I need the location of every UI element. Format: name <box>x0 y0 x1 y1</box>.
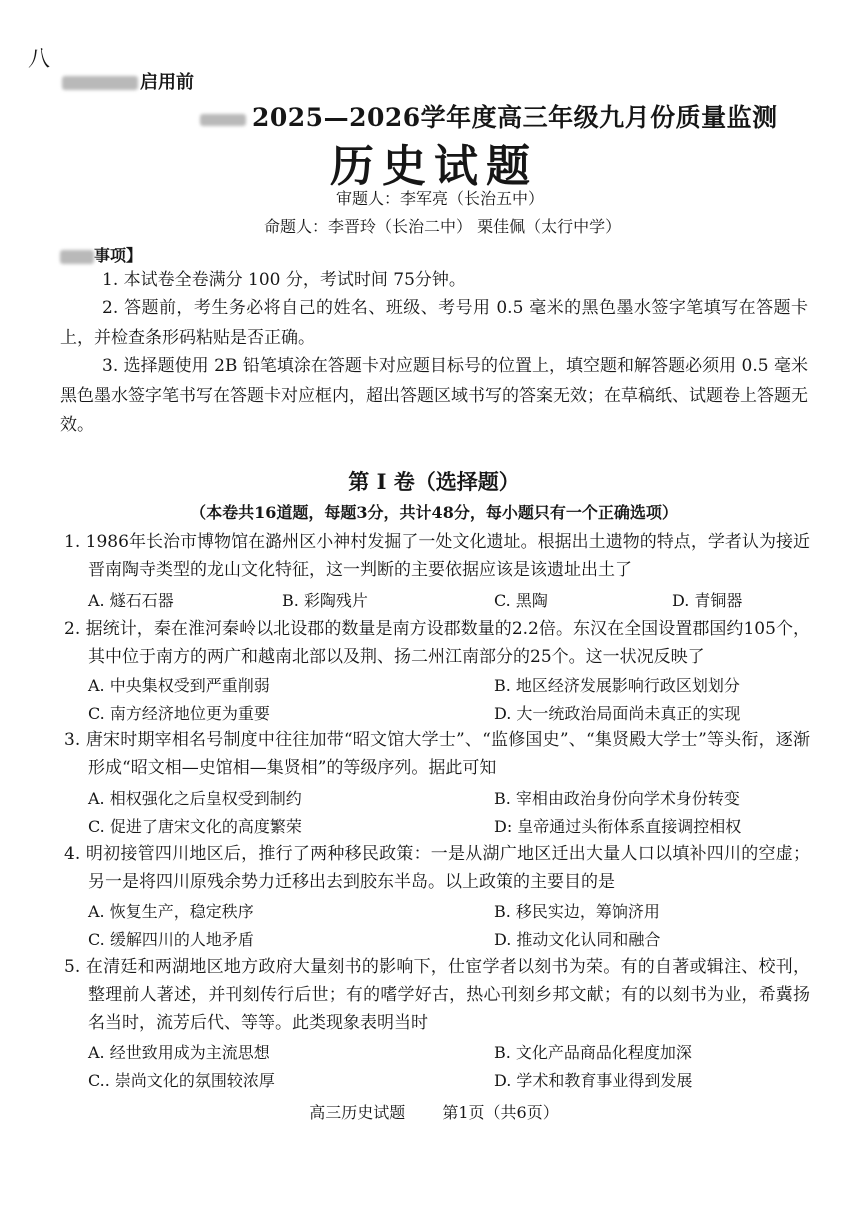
redacted-block <box>200 114 246 126</box>
option: D: 皇帝通过头衔体系直接调控相权 <box>494 817 742 836</box>
question-stem: 5. 在清廷和两湖地区地方政府大量刻书的影响下，仕宦学者以刻书为荣。有的自著或辑注、校刊，整理前人著述，并刊刻传行后世；有的嗜学好古，热心刊刻乡邦文献；有的以刻书为业，希冀扬名当时，流芳后代、等等。此类现象表明当时 <box>64 957 810 1033</box>
exam-title <box>200 98 778 134</box>
notes-heading <box>60 243 142 266</box>
option: C. 缓解四川的人地矛盾 <box>88 930 254 949</box>
option: C. 南方经济地位更为重要 <box>88 704 270 723</box>
question-stem: 4. 明初接管四川地区后，推行了两种移民政策：一是从湖广地区迁出大量人口以填补四川的空虚；另一是将四川原残余势力迁移出去到胶东半岛。以上政策的主要目的是 <box>64 844 810 892</box>
setters: 命题人：李晋玲（长治二中） 栗佳佩（太行中学） <box>264 217 622 236</box>
option: D. 学术和教育事业得到发展 <box>494 1071 693 1090</box>
option: C.. 崇尚文化的氛围较浓厚 <box>88 1071 275 1090</box>
subject-title: 历史试题 <box>330 141 538 192</box>
option: D. 推动文化认同和融合 <box>494 930 661 949</box>
page-footer <box>0 1100 868 1123</box>
option: B. 彩陶残片 <box>282 591 368 610</box>
notes-heading-text: 事项】 <box>94 246 143 265</box>
corner-mark: 八 <box>28 47 51 72</box>
note-item: 2. 答题前，考生务必将自己的姓名、班级、考号用 0.5 毫米的黑色墨水签字笔填写在答题卡上，并检查条形码粘贴是否正确。 <box>60 298 808 348</box>
secret-mark <box>62 68 194 94</box>
secret-mark-text: 启用前 <box>140 72 194 93</box>
option: A. 相权强化之后皇权受到制约 <box>88 789 302 808</box>
option: B. 文化产品商品化程度加深 <box>494 1043 692 1062</box>
redacted-block <box>62 76 138 90</box>
option: B. 宰相由政治身份向学术身份转变 <box>494 789 740 808</box>
option: A. 恢复生产，稳定秩序 <box>88 902 254 921</box>
option: C. 黑陶 <box>494 591 548 610</box>
reviewer: 审题人：李军亮（长治五中） <box>336 189 545 208</box>
exam-title-text: 2025—2026学年度高三年级九月份质量监测 <box>252 103 778 132</box>
section-title: 第 Ⅰ 卷（选择题） <box>348 469 520 494</box>
option: B. 地区经济发展影响行政区划划分 <box>494 676 740 695</box>
option: D. 大一统政治局面尚未真正的实现 <box>494 704 741 723</box>
page-number: 第1页（共6页） <box>442 1103 559 1122</box>
option: B. 移民实边，筹饷济用 <box>494 902 660 921</box>
note-item: 3. 选择题使用 2B 铅笔填涂在答题卡对应题目标号的位置上，填空题和解答题必须用 0.5 毫米黑色墨水签字笔书写在答题卡对应框内，超出答题区域书写的答案无效；在草稿纸、试题卷上答题无效。 <box>60 356 808 435</box>
option: A. 燧石石器 <box>88 591 174 610</box>
question-stem: 2. 据统计，秦在淮河秦岭以北设郡的数量是南方设郡数量的2.2倍。东汉在全国设置郡国约105个，其中位于南方的两广和越南北部以及荆、扬二州江南部分的25个。这一状况反映了 <box>64 619 810 667</box>
footer-subject: 高三历史试题 <box>309 1103 406 1122</box>
question-stem: 3. 唐宋时期宰相名号制度中往往加带“昭文馆大学士”、“监修国史”、“集贤殿大学士”等头衔，逐渐形成“昭文相—史馆相—集贤相”的等级序列。据此可知 <box>64 730 810 778</box>
question-stem: 1. 1986年长治市博物馆在潞州区小神村发掘了一处文化遗址。根据出土遗物的特点，学者认为接近晋南陶寺类型的龙山文化特征，这一判断的主要依据应该是该遗址出土了 <box>64 532 810 580</box>
option: D. 青铜器 <box>672 591 743 610</box>
option: A. 中央集权受到严重削弱 <box>88 676 270 695</box>
section-note: （本卷共16道题，每题3分，共计48分，每小题只有一个正确选项） <box>190 503 678 522</box>
note-item: 1. 本试卷全卷满分 100 分，考试时间 75分钟。 <box>102 270 466 290</box>
option: C. 促进了唐宋文化的高度繁荣 <box>88 817 302 836</box>
redacted-block <box>60 250 94 264</box>
option: A. 经世致用成为主流思想 <box>88 1043 270 1062</box>
